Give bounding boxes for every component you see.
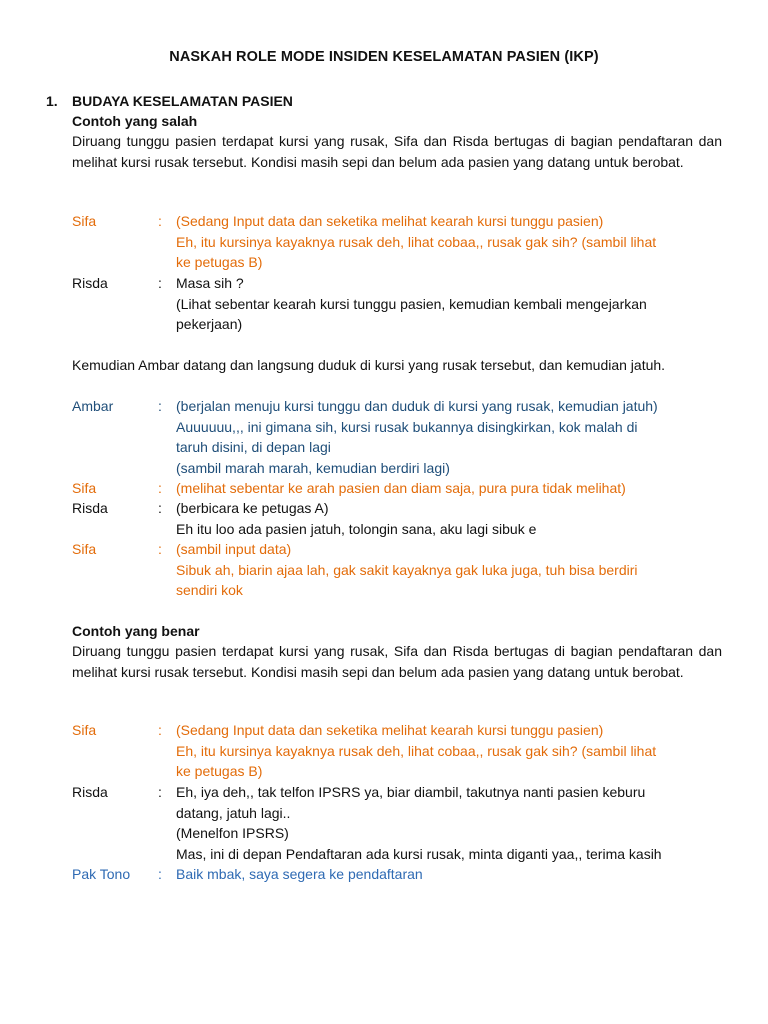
dialog-line: ke petugas B) (176, 763, 263, 779)
dialog-text (176, 539, 722, 601)
speaker-name: Risda (72, 500, 108, 516)
dialog-line: Eh itu loo ada pasien jatuh, tolongin sana, aku lagi sibuk e (176, 520, 537, 537)
dialog-line: (Sedang Input data dan seketika melihat kearah kursi tunggu pasien) (176, 213, 604, 229)
speaker-name: Sifa (72, 722, 97, 738)
speaker-colon: : (158, 784, 162, 800)
dialog-text (176, 782, 722, 864)
dialog-wrong-sifa-2 (72, 478, 722, 499)
dialog-line: (Menelfon IPSRS) (176, 825, 289, 841)
speaker-name: Risda (72, 275, 108, 291)
dialog-line: Eh, itu kursinya kayaknya rusak deh, lihat cobaa,, rusak gak sih? (sambil lihat (176, 233, 657, 250)
speaker-colon: : (158, 500, 162, 516)
section-title: BUDAYA KESELAMATAN PASIEN (72, 93, 293, 109)
dialog-line: Baik mbak, saya segera ke pendaftaran (176, 866, 423, 882)
dialog-text (176, 864, 722, 885)
wrong-example-section (72, 111, 722, 172)
speaker-colon: : (158, 480, 162, 496)
right-example-section (72, 621, 722, 682)
dialog-text (176, 211, 722, 273)
speaker-name: Ambar (72, 398, 114, 414)
dialog-line: Eh, iya deh,, tak telfon IPSRS ya, biar diambil, takutnya nanti pasien keburu (176, 784, 646, 800)
dialog-text (176, 478, 722, 499)
document-title: NASKAH ROLE MODE INSIDEN KESELAMATAN PASIEN (IKP) (169, 49, 599, 65)
dialog-line: Masa sih ? (176, 275, 244, 291)
dialog-right-risda (72, 782, 722, 864)
right-example-intro: Diruang tunggu pasien terdapat kursi yang rusak, Sifa dan Risda bertugas di bagian pendaftaran dan melihat kursi rusak tersebut. Kondisi masih sepi dan belum ada pasien yang datang untuk berobat. (72, 643, 722, 680)
section-heading (46, 93, 293, 109)
dialog-line: Sibuk ah, biarin ajaa lah, gak sakit kayaknya gak luka juga, tuh bisa berdiri (176, 561, 638, 578)
speaker-name: Sifa (72, 480, 97, 496)
dialog-wrong-risda-2 (72, 498, 722, 539)
narration-text: Kemudian Ambar datang dan langsung duduk di kursi yang rusak tersebut, dan kemudian jatuh. (72, 357, 666, 373)
dialog-text (176, 720, 722, 782)
dialog-line: pekerjaan) (176, 316, 243, 332)
speaker-name: Sifa (72, 541, 97, 557)
dialog-right-sifa (72, 720, 722, 782)
dialog-line: (berjalan menuju kursi tunggu dan duduk di kursi yang rusak, kemudian jatuh) (176, 398, 658, 414)
dialog-line: ke petugas B) (176, 254, 263, 270)
wrong-example-intro: Diruang tunggu pasien terdapat kursi yang rusak, Sifa dan Risda bertugas di bagian pendaftaran dan melihat kursi rusak tersebut. Kondisi masih sepi dan belum ada pasien yang datang untuk berobat. (72, 133, 722, 170)
dialog-line: (Lihat sebentar kearah kursi tunggu pasien, kemudian kembali mengejarkan (176, 295, 647, 312)
dialog-line: Eh, itu kursinya kayaknya rusak deh, lihat cobaa,, rusak gak sih? (sambil lihat (176, 742, 657, 759)
dialog-wrong-risda-1 (72, 273, 722, 335)
dialog-line: Mas, ini di depan Pendaftaran ada kursi rusak, minta diganti yaa,, terima kasih (176, 845, 662, 862)
dialog-line: (sambil input data) (176, 541, 292, 557)
section-number: 1. (46, 93, 58, 109)
dialog-line: (berbicara ke petugas A) (176, 500, 329, 516)
speaker-name: Risda (72, 784, 108, 800)
right-example-heading: Contoh yang benar (72, 623, 200, 639)
wrong-example-heading: Contoh yang salah (72, 113, 198, 129)
speaker-colon: : (158, 213, 162, 229)
dialog-line: taruh disini, di depan lagi (176, 439, 331, 455)
dialog-line: Auuuuuu,,, ini gimana sih, kursi rusak bukannya disingkirkan, kok malah di (176, 418, 638, 435)
speaker-colon: : (158, 398, 162, 414)
dialog-text (176, 396, 722, 478)
speaker-colon: : (158, 541, 162, 557)
dialog-line: (sambil marah marah, kemudian berdiri lagi) (176, 459, 450, 476)
dialog-wrong-ambar (72, 396, 722, 478)
dialog-line: (melihat sebentar ke arah pasien dan diam saja, pura pura tidak melihat) (176, 480, 626, 496)
speaker-colon: : (158, 866, 162, 882)
dialog-line: (Sedang Input data dan seketika melihat kearah kursi tunggu pasien) (176, 722, 604, 738)
dialog-line: sendiri kok (176, 582, 243, 598)
dialog-text (176, 273, 722, 335)
dialog-wrong-sifa-3 (72, 539, 722, 601)
dialog-right-pak-tono (72, 864, 722, 885)
speaker-name: Sifa (72, 213, 97, 229)
speaker-colon: : (158, 275, 162, 291)
dialog-line: datang, jatuh lagi.. (176, 804, 291, 821)
dialog-text (176, 498, 722, 539)
dialog-wrong-sifa-1 (72, 211, 722, 273)
speaker-colon: : (158, 722, 162, 738)
speaker-name: Pak Tono (72, 866, 131, 882)
